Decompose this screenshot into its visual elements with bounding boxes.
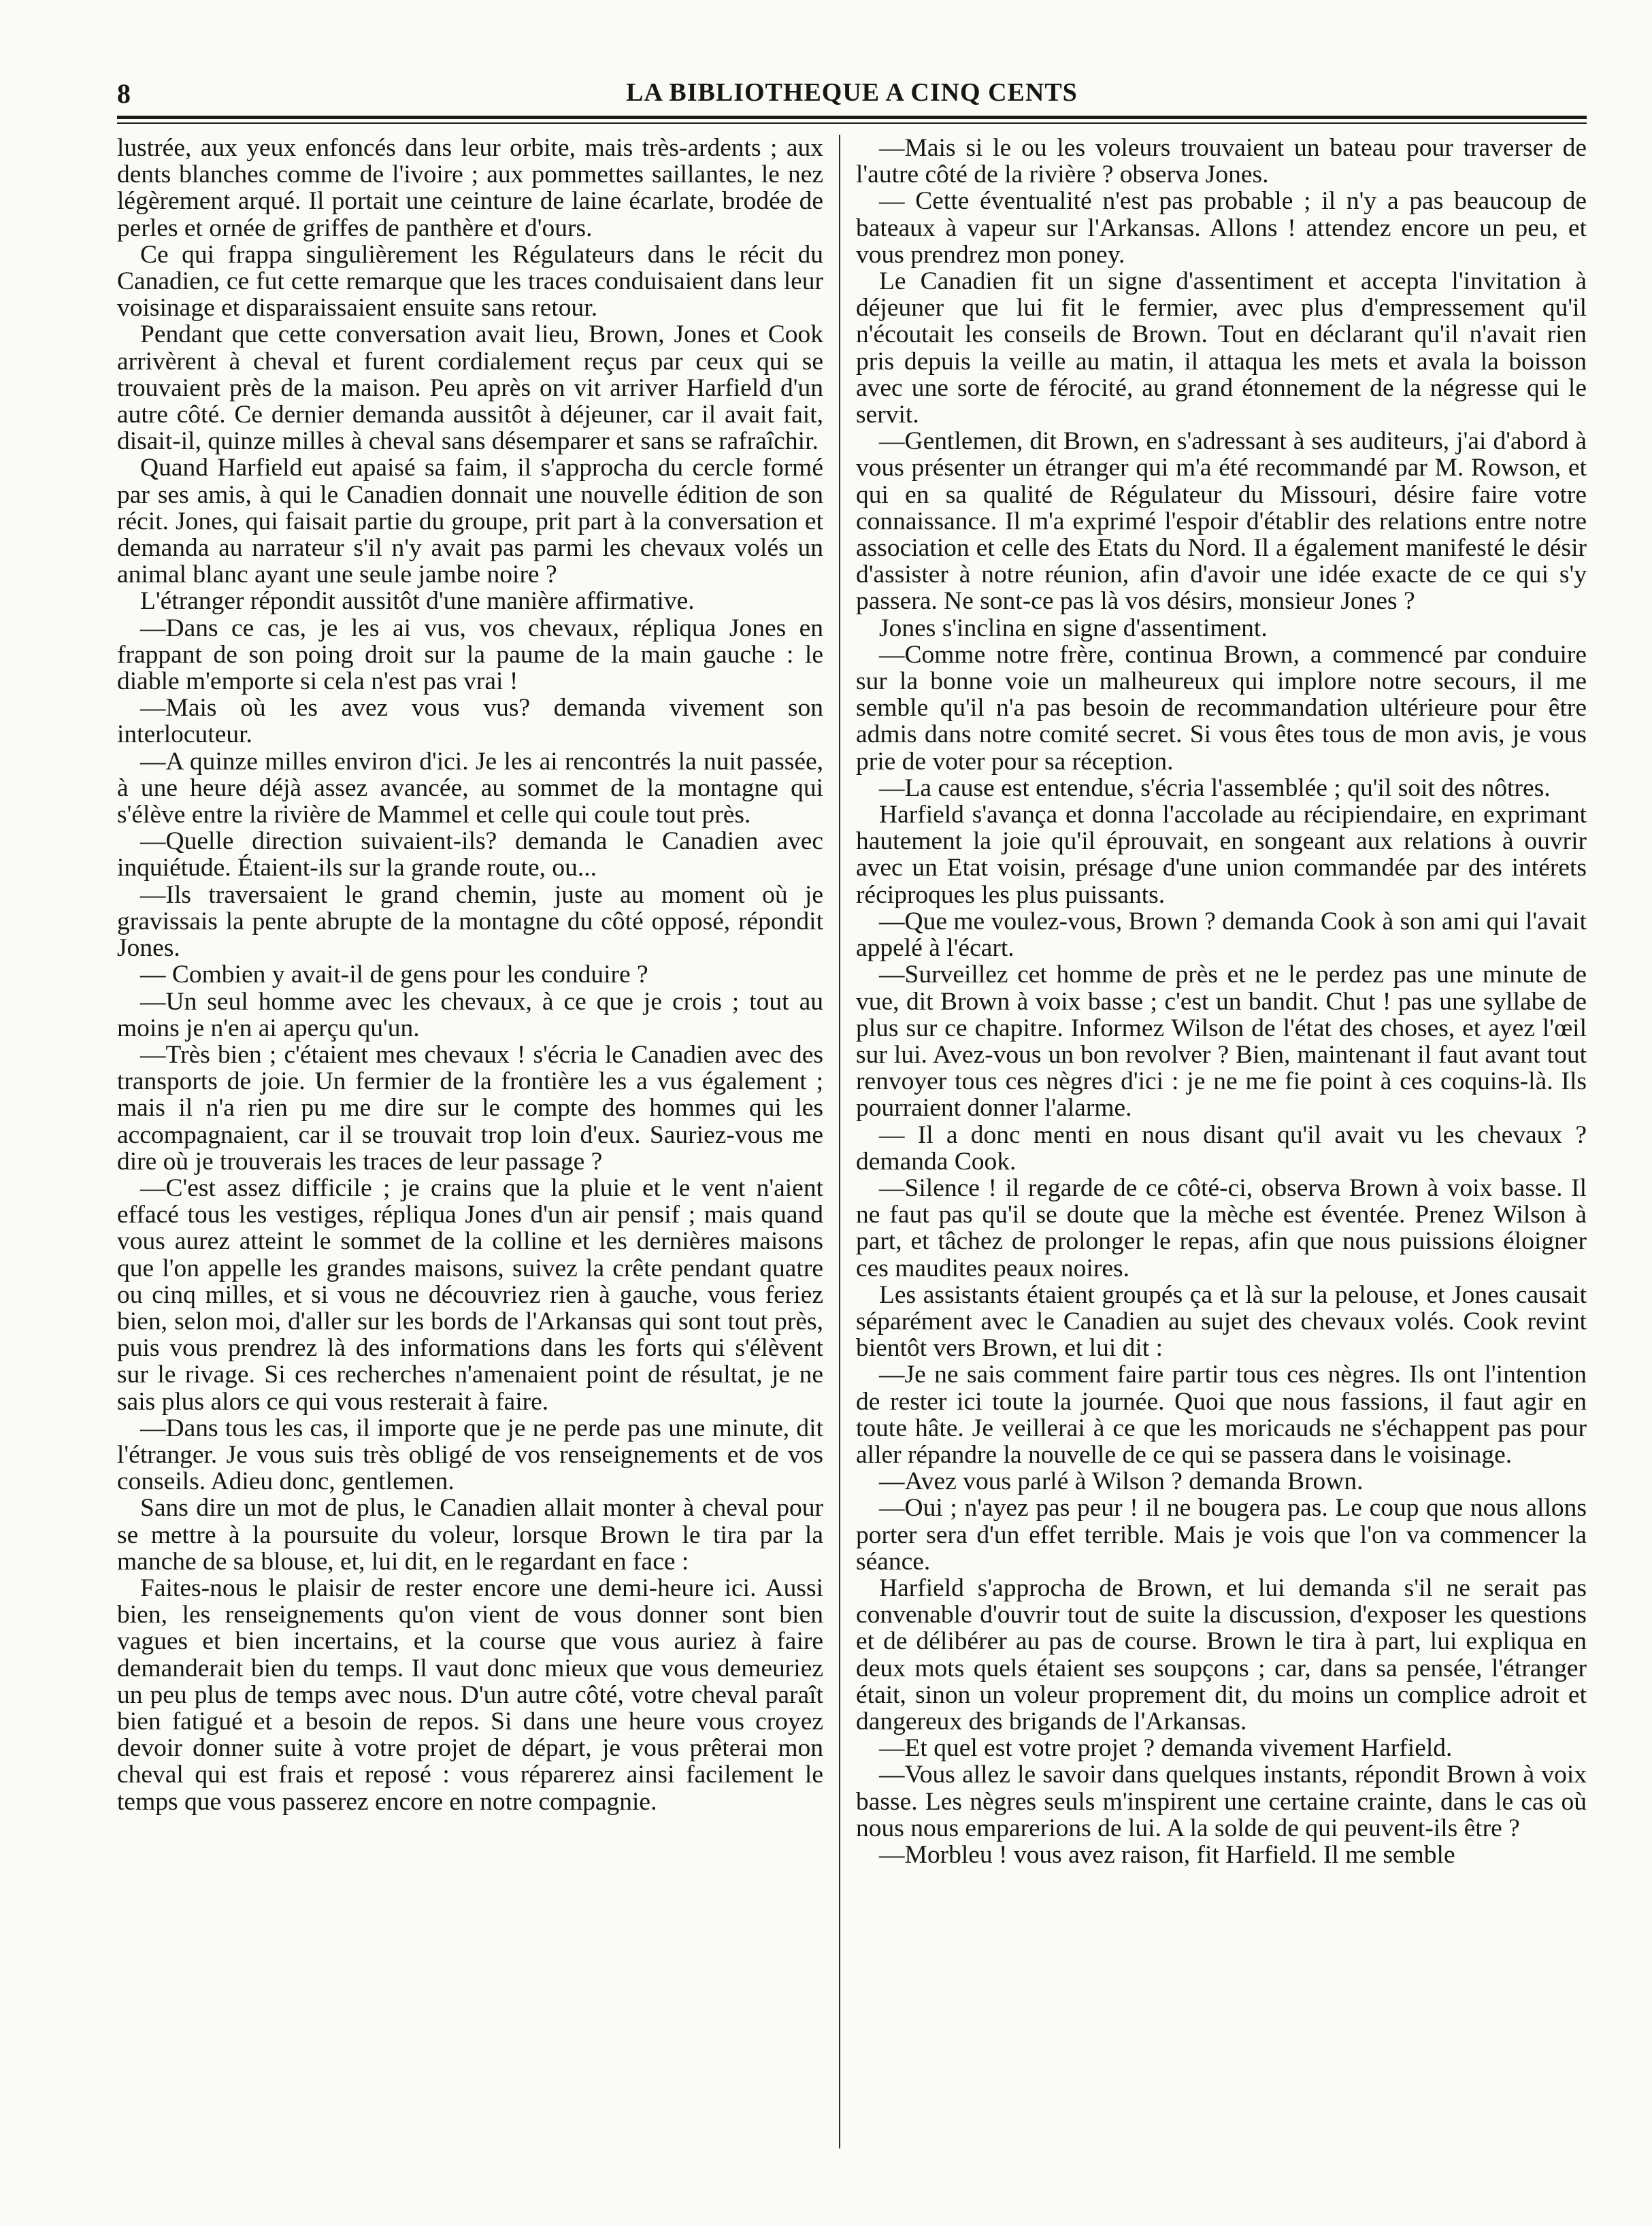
- paragraph: —Que me voulez-vous, Brown ? demanda Cook à son ami qui l'avait appelé à l'écart.: [856, 907, 1587, 963]
- header-rule-thick: [117, 116, 1587, 119]
- paragraph: Les assistants étaient groupés ça et là sur la pelouse, et Jones causait séparément avec le Canadien au sujet des chevaux volés. Cook revint bientôt vers Brown, et lui dit :: [856, 1280, 1587, 1363]
- left-column: [117, 135, 823, 2189]
- paragraph: Ce qui frappa singulièrement les Régulateurs dans le récit du Canadien, ce fut cette remarque que les traces conduisaient dans leur voisinage et disparaissaient ensuite sans retour.: [117, 240, 823, 322]
- paragraph: —Avez vous parlé à Wilson ? demanda Brown.: [879, 1467, 1364, 1496]
- paragraph: lustrée, aux yeux enfoncés dans leur orbite, mais très-ardents ; aux dents blanches comme de l'ivoire ; aux pommettes saillantes, le nez légèrement arqué. Il portait une ceinture de laine écarlate, brodée de perles et ornée de griffes de panthère et d'ours.: [117, 135, 823, 242]
- paragraph: Faites-nous le plaisir de rester encore une demi-heure ici. Aussi bien, les renseignements qu'on vient de vous donner sont bien vagues et bien incertains, et la course que vous auriez à faire demanderait bien du temps. Il vaut donc mieux que vous demeuriez un peu plus de temps avec nous. D'un autre côté, votre cheval paraît bien fatigué et a besoin de repos. Si dans une heure vous croyez devoir donner suite à votre projet de départ, je vous prêterai mon cheval qui est frais et reposé : vous réparerez ainsi facilement le temps que vous passerez encore en notre compagnie.: [117, 1574, 823, 1816]
- paragraph: —Dans tous les cas, il importe que je ne perde pas une minute, dit l'étranger. Je vous suis très obligé de vos renseignements et de vos conseils. Adieu donc, gentlemen.: [117, 1414, 823, 1496]
- paragraph: Pendant que cette conversation avait lieu, Brown, Jones et Cook arrivèrent à cheval et furent cordialement reçus par ceux qui se trouvaient près de la maison. Peu après on vit arriver Harfield d'un autre côté. Ce dernier demanda aussitôt à déjeuner, car il avait fait, disait-il, quinze milles à cheval sans désemparer et sans se rafraîchir.: [117, 320, 823, 456]
- paragraph: Harfield s'avança et donna l'accolade au récipiendaire, en exprimant hautement la joie qu'il éprouvait, en songeant aux relations à ouvrir avec un Etat voisin, présage d'une union commandée par des intérets réciproques les plus puissants.: [856, 801, 1587, 909]
- paragraph: —Très bien ; c'étaient mes chevaux ! s'écria le Canadien avec des transports de joie. Un fermier de la frontière les a vus également ; mais il n'a rien pu me dire sur le compte des hommes qui les accompagnaient, car il se trouvait trop loin d'eux. Sauriez-vous me dire où je trouverais les traces de leur passage ?: [117, 1040, 823, 1176]
- paragraph: —C'est assez difficile ; je crains que la pluie et le vent n'aient effacé tous les vestiges, répliqua Jones d'un air pensif ; mais quand vous aurez atteint le sommet de la colline et les dernières maisons que l'on appelle les grandes maisons, suivez la crête pendant quatre ou cinq milles, et si vous ne découvriez rien à gauche, vous feriez bien, selon moi, d'aller sur les bords de l'Arkansas qui sont tout près, puis vous prendrez là des informations dans les forts qui s'élèvent sur le rivage. Si ces recherches n'amenaient point de résultat, je ne sais plus alors ce qui vous resterait à faire.: [117, 1174, 823, 1416]
- page-header: [117, 75, 1587, 113]
- paragraph: —Vous allez le savoir dans quelques instants, répondit Brown à voix basse. Les nègres seuls m'inspirent une certaine crainte, dans le cas où nous nous emparerions de lui. A la solde de qui peuvent-ils être ?: [856, 1761, 1587, 1842]
- paragraph: —La cause est entendue, s'écria l'assemblée ; qu'il soit des nôtres.: [879, 774, 1551, 802]
- paragraph: — Combien y avait-il de gens pour les conduire ?: [140, 961, 648, 989]
- paragraph: —Je ne sais comment faire partir tous ces nègres. Ils ont l'intention de rester ici toute la journée. Quoi que nous fassions, il faut agir en toute hâte. Je veillerai à ce que les moricauds ne s'échappent pas pour aller répandre la nouvelle de ce qui se passera dans le voisinage.: [856, 1361, 1587, 1469]
- paragraph: —Oui ; n'ayez pas peur ! il ne bougera pas. Le coup que nous allons porter sera d'un effet terrible. Mais je vois que l'on va commencer la séance.: [856, 1494, 1587, 1576]
- paragraph: —Silence ! il regarde de ce côté-ci, observa Brown à voix basse. Il ne faut pas qu'il se doute que la mèche est éventée. Prenez Wilson à part, et tâchez de prolonger le repas, afin que nous puissions éloigner ces maudites peaux noires.: [856, 1174, 1587, 1282]
- paragraph: —Dans ce cas, je les ai vus, vos chevaux, répliqua Jones en frappant de son poing droit sur la paume de la main gauche : le diable m'emporte si cela n'est pas vrai !: [117, 614, 823, 696]
- paragraph: —Mais si le ou les voleurs trouvaient un bateau pour traverser de l'autre côté de la rivière ? observa Jones.: [856, 135, 1587, 189]
- paragraph: — Cette éventualité n'est pas probable ; il n'y a pas beaucoup de bateaux à vapeur sur l'Arkansas. Allons ! attendez encore un peu, et vous prendrez mon poney.: [856, 187, 1587, 269]
- paragraph: —Quelle direction suivaient-ils? demanda le Canadien avec inquiétude. Étaient-ils sur la grande route, ou...: [117, 827, 823, 882]
- right-column: [856, 135, 1587, 2189]
- paragraph: —Un seul homme avec les chevaux, à ce que je crois ; tout au moins je n'en ai aperçu qu'un.: [117, 987, 823, 1042]
- paragraph: —Comme notre frère, continua Brown, a commencé par conduire sur la bonne voie un malheureux qui implore notre secours, il me semble qu'il n'a pas besoin de recommandation ultérieure pour être admis dans notre comité secret. Si vous êtes tous de mon avis, je vous prie de voter pour sa réception.: [856, 640, 1587, 776]
- paragraph: —Gentlemen, dit Brown, en s'adressant à ses auditeurs, j'ai d'abord à vous présenter un étranger qui m'a été recommandé par M. Rowson, et qui en sa qualité de Régulateur du Missouri, désire faire votre connaissance. Il m'a exprimé l'espoir d'établir des relations entre notre association et celle des Etats du Nord. Il a également manifesté le désir d'assister à notre réunion, afin d'avoir une idée exacte de ce qui s'y passera. Ne sont-ce pas là vos désirs, monsieur Jones ?: [856, 427, 1587, 616]
- running-title: LA BIBLIOTHEQUE A CINQ CENTS: [626, 78, 1078, 107]
- paragraph: —Et quel est votre projet ? demanda vivement Harfield.: [879, 1734, 1453, 1763]
- paragraph: Jones s'inclina en signe d'assentiment.: [879, 614, 1268, 642]
- column-divider: [839, 135, 840, 2148]
- header-rule-thin: [117, 122, 1587, 124]
- paragraph: —Mais où les avez vous vus? demanda vivement son interlocuteur.: [117, 694, 823, 749]
- paragraph: Le Canadien fit un signe d'assentiment et accepta l'invitation à déjeuner que lui fit le fermier, avec plus d'empressement qu'il n'écoutait les conseils de Brown. Tout en déclarant qu'il n'avait rien pris depuis la veille au matin, il attaqua les mets et avala la boisson avec une sorte de férocité, au grand étonnement de la négresse qui le servit.: [856, 267, 1587, 429]
- paragraph: Sans dire un mot de plus, le Canadien allait monter à cheval pour se mettre à la poursuite du voleur, lorsque Brown le tira par la manche de sa blouse, et, lui dit, en le regardant en face :: [117, 1494, 823, 1576]
- paragraph: —Ils traversaient le grand chemin, juste au moment où je gravissais la pente abrupte de la montagne du côté opposé, répondit Jones.: [117, 880, 823, 963]
- paragraph: —A quinze milles environ d'ici. Je les ai rencontrés la nuit passée, à une heure déjà assez avancée, au sommet de la montagne qui s'élève entre la rivière de Mammel et celle qui coule tout près.: [117, 747, 823, 829]
- paragraph: —Morbleu ! vous avez raison, fit Harfield. Il me semble: [879, 1841, 1455, 1869]
- paragraph: —Surveillez cet homme de près et ne le perdez pas une minute de vue, dit Brown à voix basse ; c'est un bandit. Chut ! pas une syllabe de plus sur ce chapitre. Informez Wilson de l'état des choses, et ayez l'œil sur lui. Avez-vous un bon revolver ? Bien, maintenant il faut avant tout renvoyer tous ces nègres d'ici : je ne me fie point à ces coquins-là. Ils pourraient donner l'alarme.: [856, 961, 1587, 1123]
- paragraph: Quand Harfield eut apaisé sa faim, il s'approcha du cercle formé par ses amis, à qui le Canadien donnait une nouvelle édition de son récit. Jones, qui faisait partie du groupe, prit part à la conversation et demanda au narrateur s'il n'y avait pas parmi les chevaux volés un animal blanc ayant une seule jambe noire ?: [117, 454, 823, 589]
- page-number: 8: [117, 78, 131, 109]
- paragraph: Harfield s'approcha de Brown, et lui demanda s'il ne serait pas convenable d'ouvrir tout de suite la discussion, d'exposer les questions et de délibérer au pas de course. Brown le tira à part, lui expliqua en deux mots quels étaient ses soupçons ; car, dans sa pensée, l'étranger était, sinon un voleur proprement dit, du moins un complice adroit et dangereux des brigands de l'Arkansas.: [856, 1574, 1587, 1735]
- paragraph: L'étranger répondit aussitôt d'une manière affirmative.: [140, 587, 695, 616]
- paragraph: — Il a donc menti en nous disant qu'il avait vu les chevaux ? demanda Cook.: [856, 1120, 1587, 1176]
